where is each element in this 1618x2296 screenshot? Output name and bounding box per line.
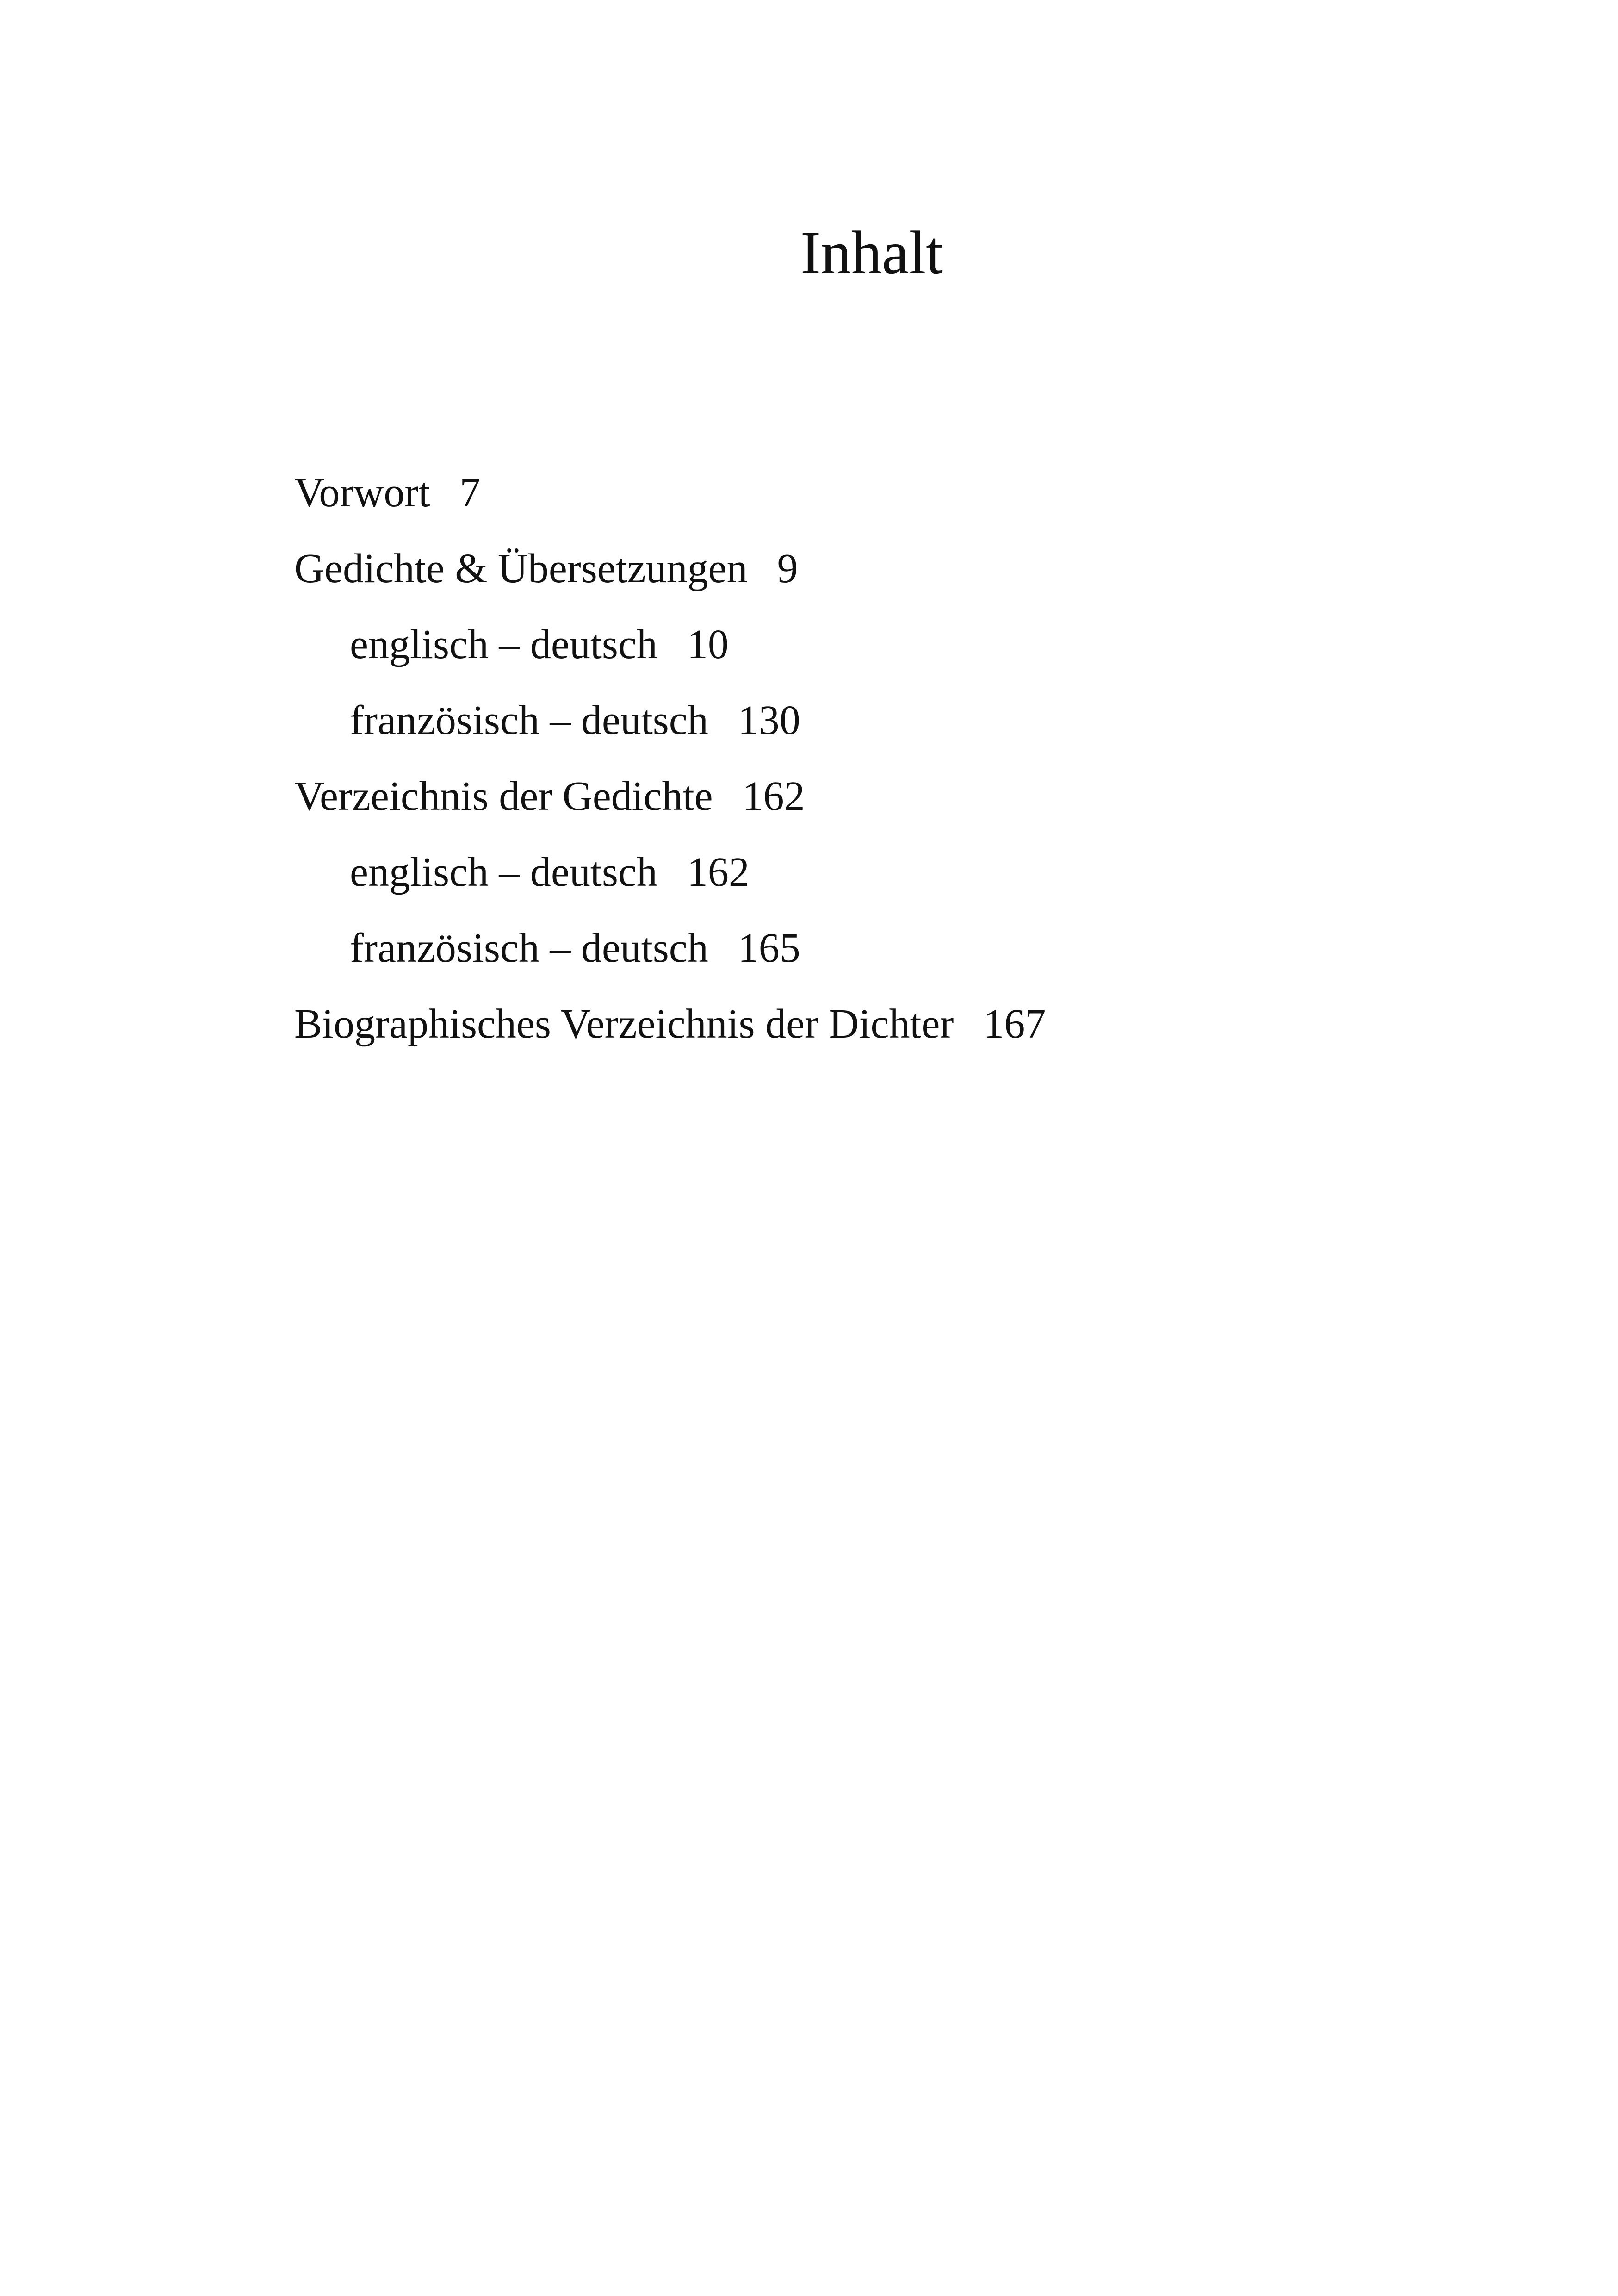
toc-entry-page-number: 162 bbox=[687, 849, 750, 895]
toc-entry-label: Biographisches Verzeichnis der Dichter bbox=[294, 1001, 954, 1047]
toc-entry-label: Vorwort bbox=[294, 470, 430, 516]
toc-subentry bbox=[294, 624, 1046, 700]
toc-entry-label: französisch – deutsch bbox=[350, 925, 708, 971]
page-title: Inhalt bbox=[800, 218, 943, 286]
toc-entry-page-number: 10 bbox=[687, 622, 729, 667]
toc-entry bbox=[294, 773, 1046, 852]
toc-subentry bbox=[294, 927, 1046, 1003]
toc-entry-label: Verzeichnis der Gedichte bbox=[294, 773, 713, 819]
toc-entry bbox=[294, 1003, 1046, 1079]
table-of-contents bbox=[294, 472, 1046, 1079]
toc-subentry bbox=[294, 849, 1046, 927]
toc-entry-label: Gedichte & Übersetzungen bbox=[294, 546, 748, 591]
toc-entry-page-number: 165 bbox=[738, 925, 800, 971]
toc-entry-page-number: 162 bbox=[742, 773, 805, 819]
toc-entry-label: französisch – deutsch bbox=[350, 697, 708, 743]
toc-entry-page-number: 7 bbox=[459, 470, 481, 516]
toc-entry-page-number: 130 bbox=[738, 697, 800, 743]
toc-entry-page-number: 9 bbox=[777, 546, 798, 591]
toc-subentry bbox=[294, 697, 1046, 776]
toc-entry bbox=[294, 472, 1046, 548]
toc-entry-label: englisch – deutsch bbox=[350, 849, 657, 895]
toc-entry-label: englisch – deutsch bbox=[350, 622, 657, 667]
toc-entry bbox=[294, 548, 1046, 624]
toc-entry-page-number: 167 bbox=[983, 1001, 1046, 1047]
